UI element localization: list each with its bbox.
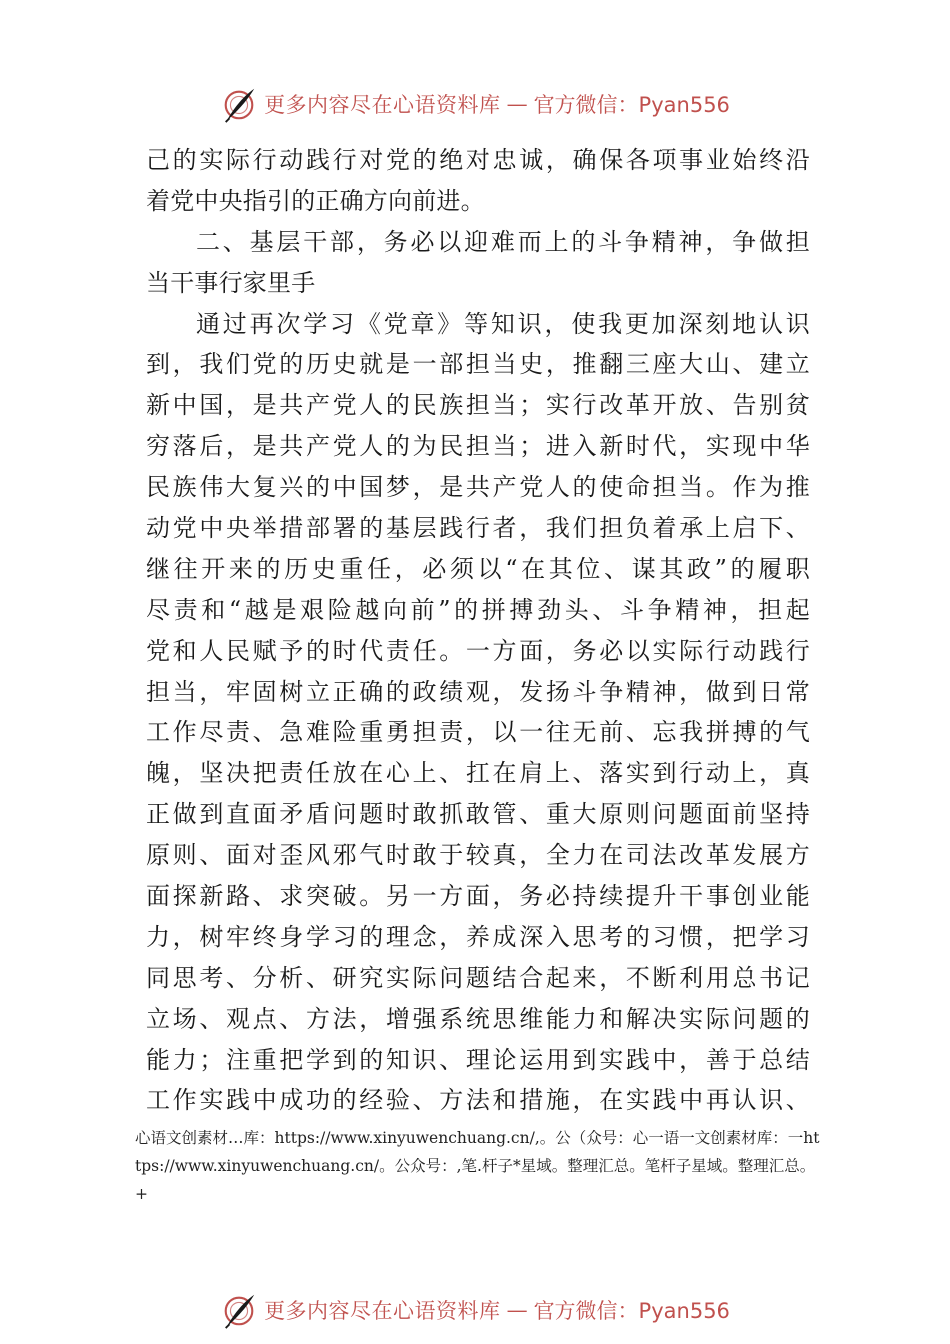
text-line: 动党中央举措部署的基层践行者，我们担负着承上启下、 [146, 514, 810, 543]
text-line: 立场、观点、方法，增强系统思维能力和解决实际问题的 [146, 1004, 810, 1033]
text-line: 到，我们党的历史就是一部担当史，推翻三座大山、建立 [146, 350, 810, 379]
paragraph [146, 304, 810, 1122]
text-line: 二、基层干部，务必以迎难而上的斗争精神，争做担 [196, 227, 810, 256]
banner-content [220, 1291, 730, 1329]
text-line: 尽责和“越是艰险越向前”的拼搏劲头、斗争精神，担起 [146, 595, 810, 624]
text-line: 同思考、分析、研究实际问题结合起来，不断利用总书记 [146, 963, 810, 992]
banner-title: 更多内容尽在心语资料库 [264, 93, 501, 117]
banner-wechat: 官方微信：Pyan556 [533, 93, 730, 117]
text-line: 能力；注重把学到的知识、理论运用到实践中，善于总结 [146, 1045, 810, 1074]
footer-watermark-note: 心语文创素材…库：https://www.xinyuwenchuang.cn/,。公（众号：心一语一文创素材库：一https://www.xinyuwenchuang.cn/。公众号：,笔.杆子*星域。整理汇总。笔杆子星域。整理汇总。+ [135, 1129, 820, 1203]
text-line: 党和人民赋予的时代责任。一方面，务必以实际行动践行 [146, 636, 810, 665]
top-banner [0, 82, 950, 126]
text-line: 民族伟大复兴的中国梦，是共产党人的使命担当。作为推 [146, 473, 810, 502]
text-line: 当干事行家里手 [146, 268, 316, 297]
text-line: 面探新路、求突破。另一方面，务必持续提升干事创业能 [146, 882, 810, 911]
bottom-banner [0, 1288, 950, 1332]
text-line: 正做到直面矛盾问题时敢抓敢管、重大原则问题面前坚持 [146, 800, 810, 829]
quill-logo-icon [220, 85, 258, 123]
banner-title: 更多内容尽在心语资料库 [264, 1299, 501, 1323]
text-line: 原则、面对歪风邪气时敢于较真，全力在司法改革发展方 [146, 841, 810, 870]
banner-separator: — [506, 1298, 528, 1322]
quill-logo-icon [220, 1291, 258, 1329]
paragraph [146, 222, 810, 304]
text-line: 通过再次学习《党章》等知识，使我更加深刻地认识 [196, 309, 810, 338]
banner-content [220, 85, 730, 123]
text-line: 己的实际行动践行对党的绝对忠诚，确保各项事业始终沿 [146, 146, 810, 174]
paragraph [146, 140, 810, 222]
text-line: 魄，坚决把责任放在心上、扛在肩上、落实到行动上，真 [146, 759, 810, 788]
text-line: 继往开来的历史重任，必须以“在其位、谋其政”的履职 [146, 554, 810, 583]
text-line: 担当，牢固树立正确的政绩观，发扬斗争精神，做到日常 [146, 677, 810, 706]
text-line: 力，树牢终身学习的理念，养成深入思考的习惯，把学习 [146, 922, 810, 951]
text-line: 工作尽责、急难险重勇担责，以一往无前、忘我拼搏的气 [146, 718, 810, 747]
text-line: 穷落后，是共产党人的为民担当；进入新时代，实现中华 [146, 432, 810, 461]
banner-separator: — [506, 92, 528, 116]
document-body [146, 140, 810, 1121]
text-line: 着党中央指引的正确方向前进。 [146, 186, 485, 215]
text-line: 工作实践中成功的经验、方法和措施，在实践中再认识、 [146, 1086, 810, 1115]
banner-wechat: 官方微信：Pyan556 [533, 1299, 730, 1323]
text-line: 新中国，是共产党人的民族担当；实行改革开放、告别贫 [146, 391, 810, 420]
